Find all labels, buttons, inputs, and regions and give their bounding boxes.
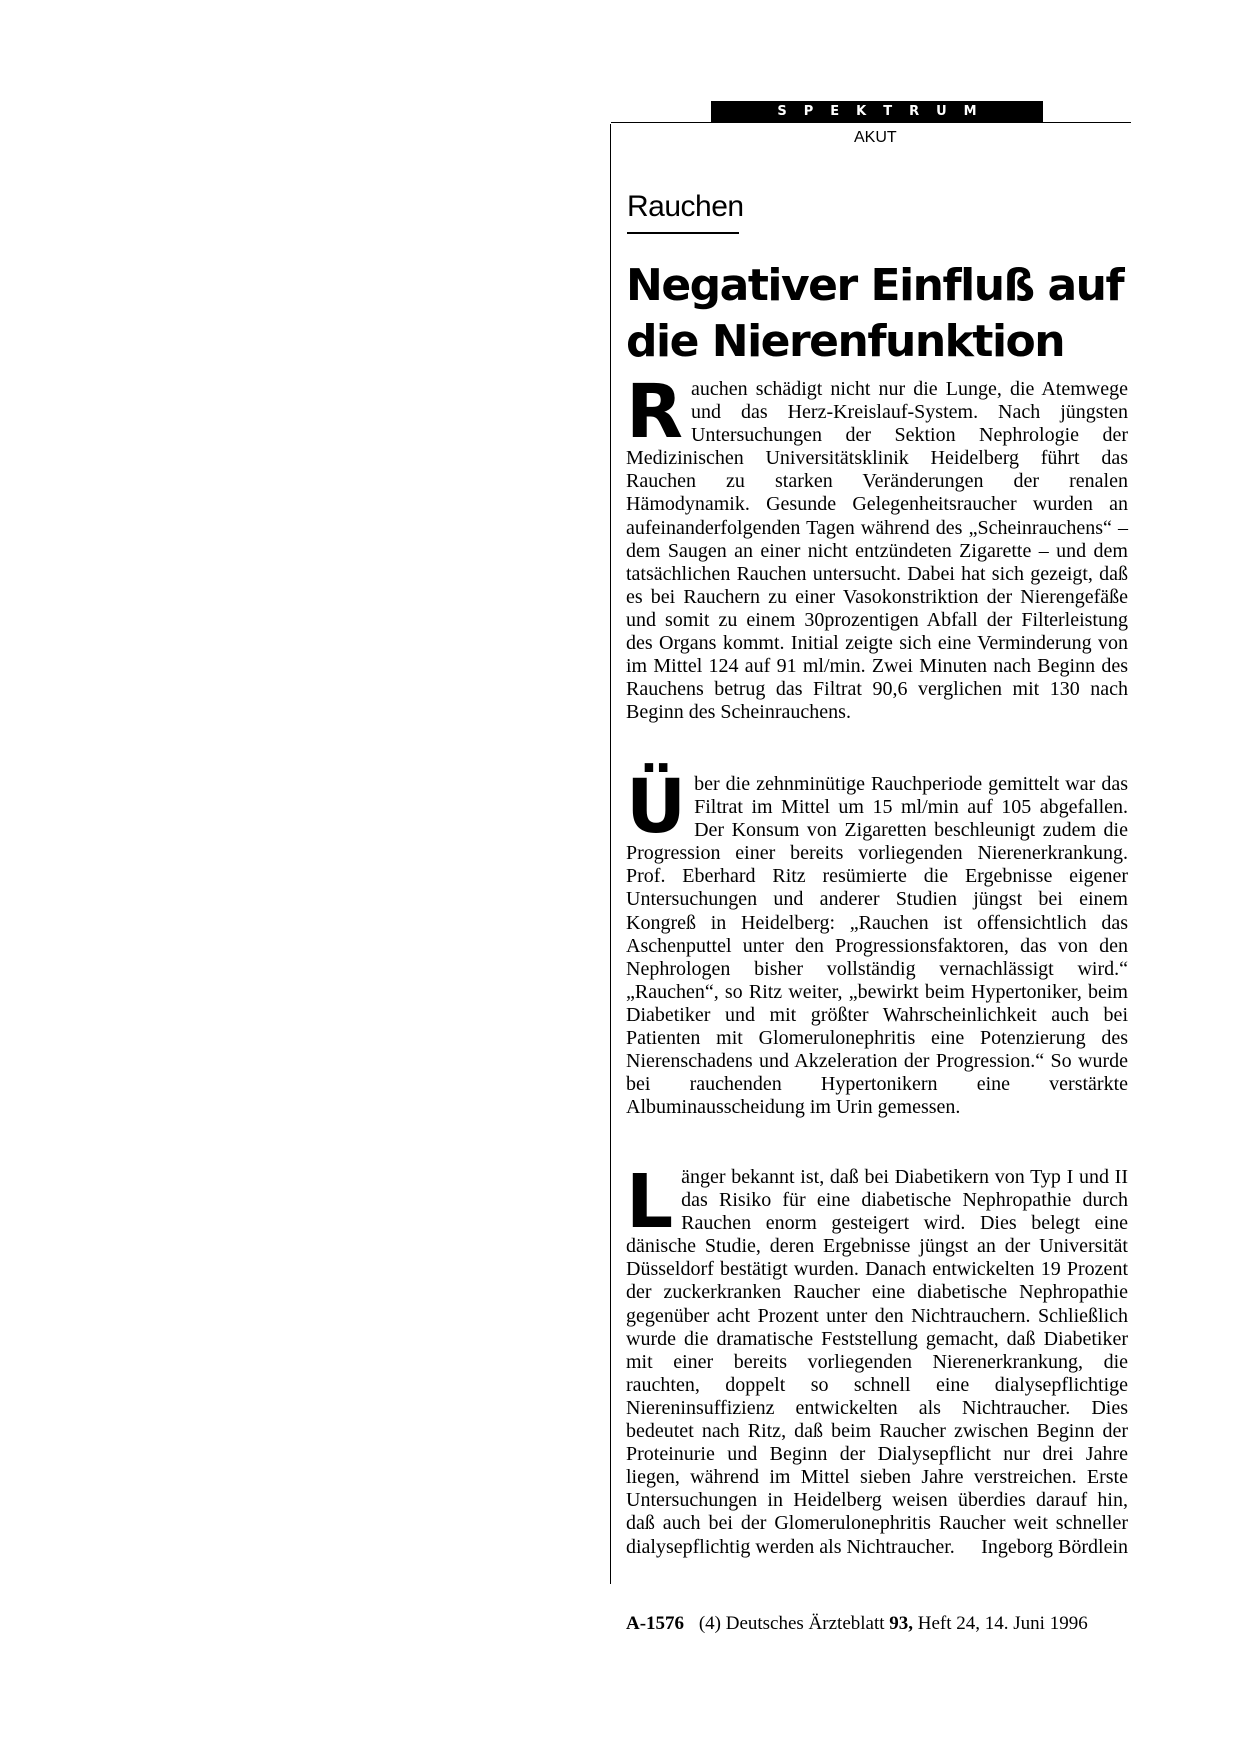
paragraph-text: änger bekannt ist, daß bei Diabetikern von Typ I und II das Risiko für eine diabetische Nephropathie durch Rauchen enorm gesteigert wird. Dies belegt eine dänische Studie, deren Ergebnisse jüngst an der Universität Düsseldorf bestätigt wurden. Danach entwickelten 19 Prozent der zuckerkranken Raucher eine diabetische Nephropathie gegenüber acht Prozent unter den Nichtrauchern. Schließlich wurde die dramatische Feststellung gemacht, daß Diabetiker mit einer bereits vorliegenden Nierenerkrankung, die rauchten, doppelt so schnell eine dialysepflichtige Niereninsuffizienz entwickelten als Nichtraucher. Dies bedeutet nach Ritz, daß beim Raucher zwischen Beginn der Proteinurie und Beginn der Dialysepflicht nur drei Jahre liegen, während im Mittel sieben Jahre verstreichen. Erste Untersuchungen in Heidelberg weisen überdies darauf hin, daß auch bei der Glomerulonephritis Raucher weit schneller dialysepflichtig werden als Nichtraucher.: [626, 1166, 1128, 1558]
section-rubric: SPEKTRUM: [711, 101, 1043, 123]
paragraph-3: [626, 1159, 1128, 1559]
paragraph-1: [626, 369, 1128, 724]
journal-name: Deutsches Ärzteblatt: [725, 1613, 885, 1634]
drop-cap: L: [626, 1159, 674, 1245]
paragraph-text: auchen schädigt nicht nur die Lunge, die Atemwege und das Herz-Kreislauf-System. Nach jüngsten Untersuchungen der Sektion Nephrologie der Medizinischen Universitätsklinik Heidelberg führt das Rauchen zu starken Veränderungen der renalen Hämodynamik. Gesunde Gelegenheitsraucher wurden an aufeinanderfolgenden Tagen während des „Scheinrauchens“ – dem Saugen an einer nicht entzündeten Zigarette – und dem tatsächlichen Rauchen untersucht. Dabei hat sich gezeigt, daß es bei Rauchern zu einer Vasokonstriktion der Nierengefäße und somit zu einem 30prozentigen Abfall der Filterleistung des Organs kommt. Initial zeigte sich eine Verminderung von im Mittel 124 auf 91 ml/min. Zwei Minuten nach Beginn des Rauchens betrug das Filtrat 90,6 verglichen mit 130 nach Beginn des Scheinrauchens.: [626, 378, 1128, 724]
issue-date: Heft 24, 14. Juni 1996: [917, 1613, 1088, 1634]
drop-cap: R: [626, 369, 683, 455]
page-number: A-1576: [626, 1613, 685, 1634]
paragraph-text: ber die zehnminütige Rauchperiode gemittelt war das Filtrat im Mittel um 15 ml/min auf 105 abgefallen. Der Konsum von Zigaretten beschleunigt zudem die Progression einer bereits vorliegenden Nierenerkrankung. Prof. Eberhard Ritz resümierte die Ergebnisse eigener Untersuchungen und anderer Studien jüngst bei einem Kongreß in Heidelberg: „Rauchen ist offensichtlich das Aschenputtel unter den Progressionsfaktoren, das von den Nephrologen bisher vollständig vernachlässigt wird.“ „Rauchen“, so Ritz weiter, „bewirkt beim Hypertoniker, beim Diabetiker und mit größter Wahrscheinlichkeit auch bei Patienten mit Glomerulonephritis eine Potenzierung des Nierenschadens und Akzeleration der Progression.“ So wurde bei rauchenden Hypertonikern eine verstärkte Albuminausscheidung im Urin gemessen.: [626, 773, 1128, 1119]
local-page: (4): [698, 1613, 721, 1634]
page-footer: [626, 1613, 1088, 1635]
volume: 93,: [889, 1613, 914, 1634]
drop-cap: Ü: [626, 764, 687, 850]
topic-underline: [627, 232, 739, 234]
article-topic: Rauchen: [627, 190, 744, 223]
article-headline: Negativer Einfluß auf die Nierenfunktion: [626, 260, 1124, 367]
sub-rubric: AKUT: [854, 129, 897, 146]
paragraph-2: [626, 764, 1128, 1119]
author-byline: Ingeborg Bördlein: [981, 1535, 1128, 1558]
column-rule: [610, 124, 611, 1584]
